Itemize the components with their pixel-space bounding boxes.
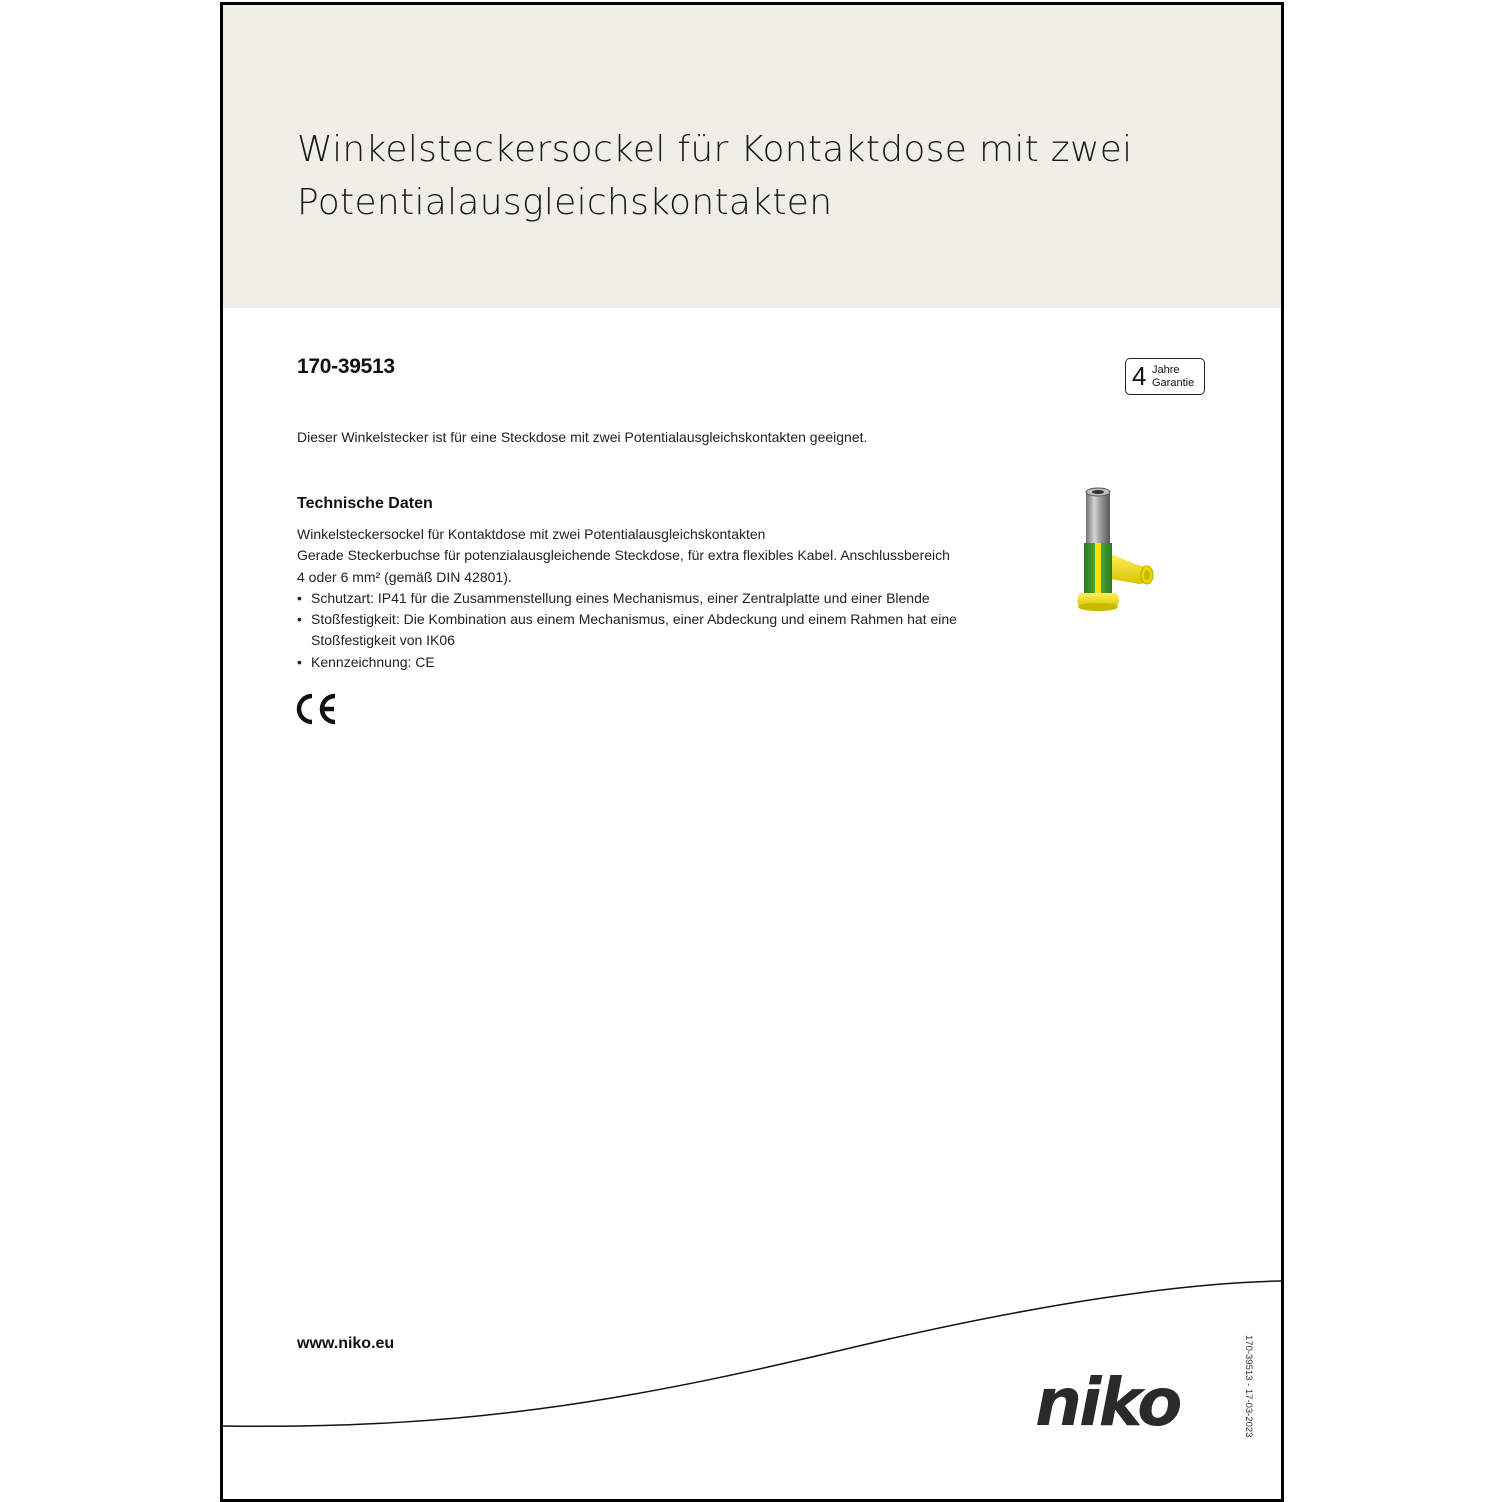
- ce-mark-icon: [295, 692, 341, 726]
- technical-line-2: Gerade Steckerbuchse für potenzialausgleichende Steckdose, für extra flexibles Kabel. Anschlussbereich 4 oder 6 mm² (gemäß DIN 42801).: [297, 547, 950, 585]
- technical-bullets: [297, 588, 957, 673]
- technical-heading: Technische Daten: [297, 495, 433, 512]
- bullet-protection: • Schutzart: IP41 für die Zusammenstellung eines Mechanismus, einer Zentralplatte und einer Blende: [297, 588, 957, 609]
- datasheet-page: [220, 2, 1284, 1502]
- title-line-2: Potentialausgleichskontakten: [297, 182, 833, 223]
- article-number: 170-39513: [297, 355, 395, 378]
- warranty-badge: [1125, 358, 1205, 395]
- intro-text: Dieser Winkelstecker ist für eine Steckdose mit zwei Potentialausgleichskontakten geeignet.: [297, 429, 868, 445]
- warranty-years: 4: [1132, 361, 1147, 391]
- document-reference: 170-39513 - 17-03-2023: [1243, 1335, 1254, 1438]
- technical-line-1: Winkelsteckersockel für Kontaktdose mit zwei Potentialausgleichskontakten: [297, 526, 766, 542]
- bullet-impact: • Stoßfestigkeit: Die Kombination aus einem Mechanismus, einer Abdeckung und einem Rahmen hat eine Stoßfestigkeit von IK06: [297, 609, 957, 652]
- niko-logo: niko: [1035, 1364, 1180, 1441]
- product-image: [1053, 483, 1163, 618]
- warranty-label-1: Jahre: [1152, 364, 1180, 376]
- bullet-marking: • Kennzeichnung: CE: [297, 652, 957, 673]
- technical-data: [297, 524, 957, 673]
- website-link[interactable]: www.niko.eu: [297, 1335, 395, 1352]
- warranty-label-2: Garantie: [1152, 377, 1195, 389]
- title-line-1: Winkelsteckersockel für Kontaktdose mit zwei: [297, 129, 1133, 170]
- page-title: [297, 123, 1197, 229]
